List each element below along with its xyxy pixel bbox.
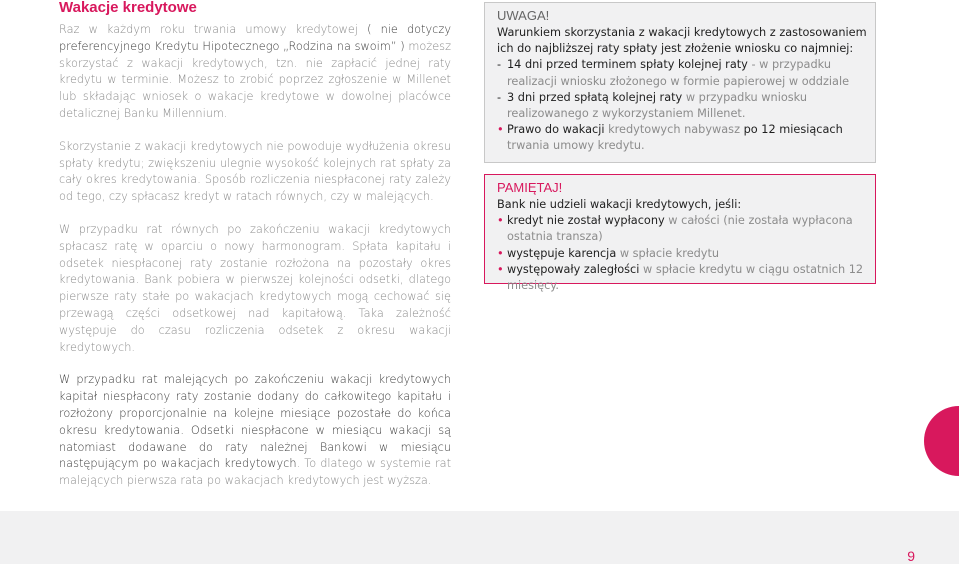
remember-item-strong: występowały zaległości [507, 262, 640, 276]
remember-item [497, 262, 867, 294]
warning-title: UWAGA! [497, 8, 550, 23]
remember-item-detail: w spłacie kredytu w ciągu ostatnich 12 miesięcy. [507, 262, 864, 293]
decreasing-installments-paragraph [59, 372, 451, 490]
section-title: Wakacje kredytowe [59, 0, 197, 16]
bullet-marker: • [497, 123, 504, 137]
warning-box [484, 2, 876, 163]
warning-item-detail: trwania umowy kredytu. [507, 139, 645, 153]
warning-item-detail: w przypadku wniosku realizowanego z wykorzystaniem Millenet. [507, 90, 807, 121]
warning-item-strong: Prawo do wakacji [507, 123, 605, 137]
intro-paragraph [59, 22, 451, 123]
decreasing-text-a: W przypadku rat malejących po zakończeniu wakacji kredytowych kapitał niespłacony raty zostanie dodany do całkowitego kapitału i rozłożony proporcjonalnie na kolejne miesiące pozostałe do końca okresu kredytowania. [59, 373, 451, 437]
bullet-marker: • [497, 262, 504, 276]
dash-marker: - [497, 90, 502, 104]
remember-intro: Bank nie udzieli wakacji kredytowych, jeśli: [497, 198, 742, 211]
warning-item [497, 90, 867, 122]
footer-band [0, 511, 959, 564]
remember-item [497, 246, 867, 262]
intro-text-c: możesz skorzystać z wakacji kredytowych, tzn. nie zapłacić jednej raty kredytu w terminie. Możesz to zrobić poprzez zgłoszenie w Millenet lub składając wniosek o wakacje kredytowe w dowolnej placówce detalicznej Banku Millennium. [59, 39, 452, 120]
decorative-tab [924, 406, 959, 476]
decreasing-text-b: Odsetki niespłacone w miesiącu wakacji są natomiast dodawane do raty należnej Bankowi w miesiącu następującym po wakacjach kredytowych [59, 423, 451, 471]
remember-item-strong: kredyt nie został wypłacony [507, 214, 665, 228]
warning-item-strong: 3 dni przed spłatą kolejnej raty [507, 90, 683, 104]
bullet-marker: • [497, 246, 504, 260]
warning-item-detail: kredytowych nabywasz [604, 123, 744, 137]
effects-paragraph: Skorzystanie z wakacji kredytowych nie powoduje wydłużenia okresu spłaty kredytu; zwiększeniu ulegnie wysokość kolejnych rat spłaty za cały okres kredytowania. Sposób rozliczenia niespłaconej raty zależy od tego, czy spłacasz kredyt w ratach równych, czy w malejących. [59, 139, 451, 204]
remember-item-detail: w całości (nie została wypłacona ostatnia transza) [507, 214, 853, 244]
warning-item-strong: 14 dni przed terminem spłaty kolejnej raty [507, 58, 748, 72]
decreasing-text-c: . To dlatego w systemie rat malejących pierwsza rata po wakacjach kredytowych jest wyższa. [59, 457, 452, 488]
dash-marker: - [497, 58, 502, 72]
intro-text-exception: ( nie dotyczy preferencyjnego Kredytu Hipotecznego „Rodzina na swoim” ) [59, 23, 452, 53]
remember-box [484, 174, 876, 293]
warning-item-detail: - w przypadku realizacji wniosku złożonego w formie papierowej w oddziale [507, 58, 850, 88]
warning-item [497, 122, 867, 154]
bullet-marker: • [497, 214, 504, 228]
remember-item-strong: występuje karencja [507, 246, 617, 260]
remember-item-detail: w spłacie kredytu [616, 246, 720, 260]
warning-item-strong: po 12 miesiącach [743, 123, 843, 137]
warning-intro: Warunkiem skorzystania z wakacji kredytowych z zastosowaniem ich do najbliższej raty spłaty jest złożenie wniosku co najmniej: [497, 26, 867, 56]
equal-installments-paragraph: W przypadku rat równych po zakończeniu wakacji kredytowych spłacasz ratę w oparciu o nowy harmonogram. Spłata kapitału i odsetek niespłaconej raty zostanie rozłożona na pozostały okres kredytowania. Bank pobiera w pierwszej kolejności odsetki, dlatego pierwsze raty stałe po wakacjach kredytowych mogą cechować się przewagą części odsetkowej nad kapitałową. Taka zależność występuje do czasu rozliczenia odsetek z okresu wakacji kredytowych. [59, 222, 451, 354]
page-number: 9 [907, 548, 915, 564]
warning-item [497, 57, 867, 89]
remember-item [497, 213, 867, 245]
main-column [59, 0, 451, 490]
intro-text-a: Raz w każdym roku trwania umowy kredytowej [59, 23, 368, 36]
remember-title: PAMIĘTAJ! [497, 180, 563, 195]
